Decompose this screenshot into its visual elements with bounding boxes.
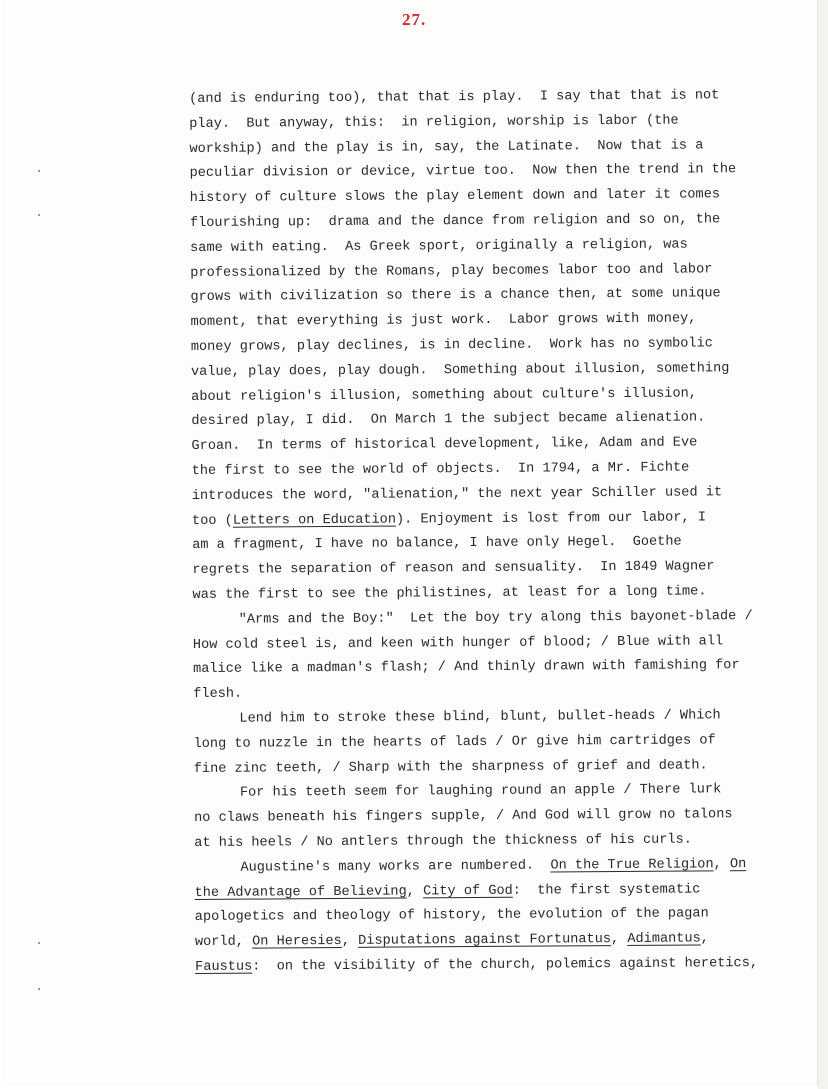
text-run: play. But anyway, this: in religion, worship is labor (the xyxy=(189,113,679,132)
underlined-title: Adimantus xyxy=(627,931,701,948)
text-run: long to nuzzle in the hearts of lads / Or give him cartridges of xyxy=(193,733,716,752)
text-run: world, xyxy=(194,934,253,951)
text-line xyxy=(192,580,772,609)
text-run: the first to see the world of objects. In 1794, a Mr. Fichte xyxy=(191,460,690,479)
text-run: value, play does, play dough. Something about illusion, something xyxy=(190,361,730,380)
text-line xyxy=(191,332,771,361)
text-line xyxy=(192,456,772,485)
text-run: peculiar division or device, virtue too. Now then the trend in the xyxy=(189,162,737,182)
text-run: workship) and the play is in, say, the Latinate. Now that is a xyxy=(189,138,704,157)
text-run: apologetics and theology of history, the evolution of the pagan xyxy=(194,906,709,926)
text-run: desired play, I did. On March 1 the subject became alienation. xyxy=(191,410,706,430)
margin-mark xyxy=(38,942,40,944)
underlined-title: On the True Religion xyxy=(550,857,714,874)
text-run: , xyxy=(713,856,730,873)
text-run: about religion's illusion, something about culture's illusion, xyxy=(191,386,697,405)
text-run: Augustine's many works are numbered. xyxy=(240,858,551,876)
text-run: malice like a madman's flash; / And thinly drawn with famishing for xyxy=(193,658,740,678)
margin-mark xyxy=(38,214,40,216)
margin-mark xyxy=(38,170,40,172)
underlined-title: Letters on Education xyxy=(232,512,397,529)
text-line xyxy=(191,357,771,386)
underlined-title: On Heresies xyxy=(252,934,342,950)
text-run: fine zinc teeth, / Sharp with the sharpness of grief and death. xyxy=(193,757,708,777)
text-line xyxy=(192,505,772,534)
text-run: "Arms and the Boy:" Let the boy try along this bayonet-blade / xyxy=(238,608,753,628)
text-run: For his teeth seem for laughing round an apple / There lurk xyxy=(239,782,722,801)
text-run: professionalized by the Romans, play becomes labor too and labor xyxy=(190,261,713,281)
text-line xyxy=(189,84,769,113)
margin-mark xyxy=(38,988,40,990)
text-run: Groan. In terms of historical development, like, Adam and Eve xyxy=(191,435,698,455)
text-run: grows with civilization so there is a chance then, at some unique xyxy=(190,286,721,306)
text-line xyxy=(190,208,770,237)
text-line xyxy=(195,952,775,981)
text-run: regrets the separation of reason and sensuality. In 1849 Wagner xyxy=(192,559,715,579)
text-run: Lend him to stroke these blind, blunt, bullet-heads / Which xyxy=(239,708,721,727)
text-run: too ( xyxy=(191,513,233,529)
text-run: moment, that everything is just work. Labor grows with money, xyxy=(190,311,697,331)
text-line xyxy=(190,233,770,262)
text-run: flesh. xyxy=(193,686,243,703)
text-run: was the first to see the philistines, at least for a long time. xyxy=(192,584,707,603)
text-run: same with eating. As Greek sport, originally a religion, was xyxy=(190,237,688,256)
text-run: flourishing up: drama and the dance from religion and so on, the xyxy=(189,212,721,231)
text-line xyxy=(194,853,774,882)
text-run: money grows, play declines, is in decline. Work has no symbolic xyxy=(190,336,713,355)
text-run: history of culture slows the play element down and later it comes xyxy=(189,187,721,207)
document-page xyxy=(2,0,818,1086)
underlined-title: On xyxy=(729,856,747,872)
text-line xyxy=(194,729,774,758)
text-run: am a fragment, I have no balance, I have only Hegel. Goethe xyxy=(192,534,682,554)
body-text xyxy=(189,84,775,981)
text-line xyxy=(194,828,774,857)
text-line xyxy=(192,481,772,510)
page-edge xyxy=(818,0,828,1089)
text-line xyxy=(193,704,773,733)
text-run: , xyxy=(610,932,628,948)
underlined-title: Faustus xyxy=(195,959,253,975)
text-run: no claws beneath his fingers supple, / And God will grow no talons xyxy=(194,807,733,827)
text-run: How cold steel is, and keen with hunger of blood; / Blue with all xyxy=(192,633,724,653)
text-run: : the first systematic xyxy=(512,881,701,899)
text-run: : on the visibility of the church, polemics against heretics, xyxy=(252,955,759,975)
underlined-title: the Advantage of Believing xyxy=(194,883,407,901)
text-run: introduces the word, "alienation," the next year Schiller used it xyxy=(191,485,723,504)
page-number: 27. xyxy=(402,10,427,29)
underlined-title: City of God xyxy=(422,883,513,899)
text-run: , xyxy=(406,883,424,899)
text-run: , xyxy=(341,933,359,950)
text-run: at his heels / No antlers through the thickness of his curls. xyxy=(194,832,692,851)
text-run: , xyxy=(700,931,709,947)
text-line xyxy=(193,605,773,634)
text-run: (and is enduring too), that that is play. I say that that is not xyxy=(189,88,720,107)
text-run: ). Enjoyment is lost from our labor, I xyxy=(395,509,707,528)
text-line xyxy=(193,654,773,683)
underlined-title: Disputations against Fortunatus xyxy=(358,932,612,949)
